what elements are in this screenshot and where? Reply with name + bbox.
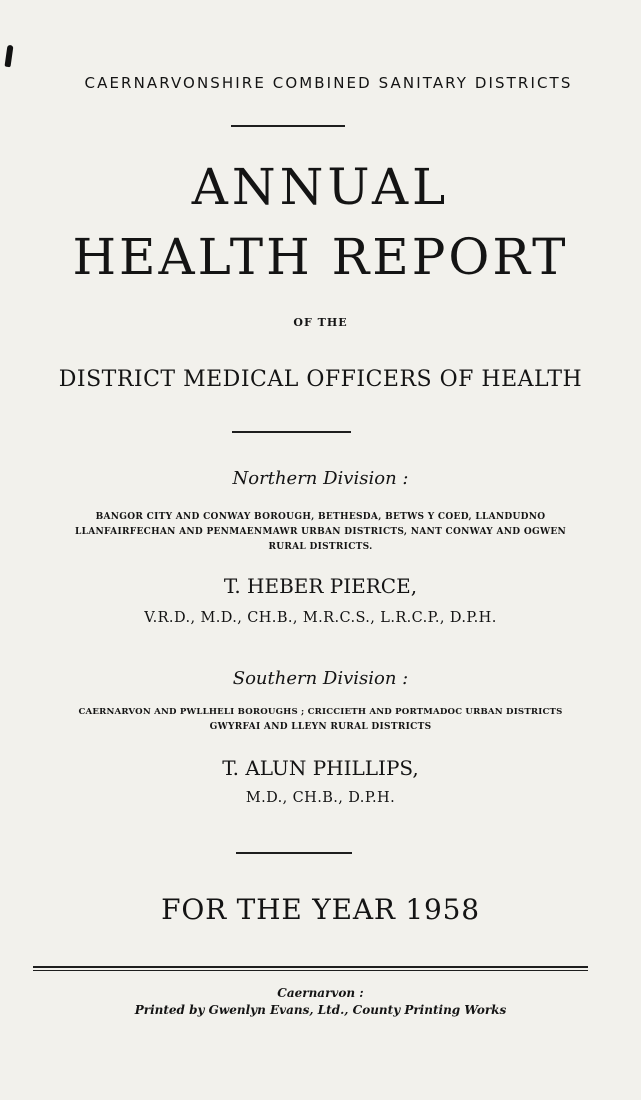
rule-under-subtitle	[232, 431, 351, 433]
subtitle-medical-officers: DISTRICT MEDICAL OFFICERS OF HEALTH	[58, 367, 583, 392]
northern-division-heading: Northern Division :	[232, 468, 409, 489]
rule-under-header	[231, 125, 345, 127]
northern-officer-name: T. HEBER PIERCE,	[223, 574, 418, 598]
title-annual: ANNUAL	[191, 158, 450, 216]
imprint-place: Caernarvon :	[277, 986, 364, 1000]
northern-districts-line-1: BANGOR CITY AND CONWAY BOROUGH, BETHESDA, BETWS Y COED, LLANDUDNO	[95, 512, 546, 522]
ink-blot-mark	[4, 45, 13, 68]
northern-districts-line-2: LLANFAIRFECHAN AND PENMAENMAWR URBAN DISTRICTS, NANT CONWAY AND OGWEN	[74, 527, 567, 537]
northern-officer-qualifications: V.R.D., M.D., CH.B., M.R.C.S., L.R.C.P., D.P.H.	[144, 610, 497, 626]
northern-districts-line-3: RURAL DISTRICTS.	[268, 542, 373, 552]
header-sanitary-districts: CAERNARVONSHIRE COMBINED SANITARY DISTRICTS	[84, 74, 573, 92]
southern-officer-qualifications: M.D., CH.B., D.P.H.	[245, 790, 396, 806]
rule-above-imprint	[33, 966, 588, 968]
rule-above-year	[236, 852, 352, 854]
rule-above-imprint-thin	[33, 970, 588, 971]
of-the-label: OF THE	[293, 316, 348, 329]
title-health-report: HEALTH REPORT	[72, 228, 569, 286]
imprint-printer: Printed by Gwenlyn Evans, Ltd., County Printing Works	[134, 1003, 507, 1017]
southern-division-heading: Southern Division :	[232, 668, 409, 689]
southern-districts-line-2: GWYRFAI AND LLEYN RURAL DISTRICTS	[209, 722, 432, 732]
southern-districts-line-1: CAERNARVON AND PWLLHELI BOROUGHS ; CRICCIETH AND PORTMADOC URBAN DISTRICTS	[78, 707, 563, 717]
southern-officer-name: T. ALUN PHILLIPS,	[222, 756, 419, 780]
year-line: FOR THE YEAR 1958	[161, 893, 480, 926]
